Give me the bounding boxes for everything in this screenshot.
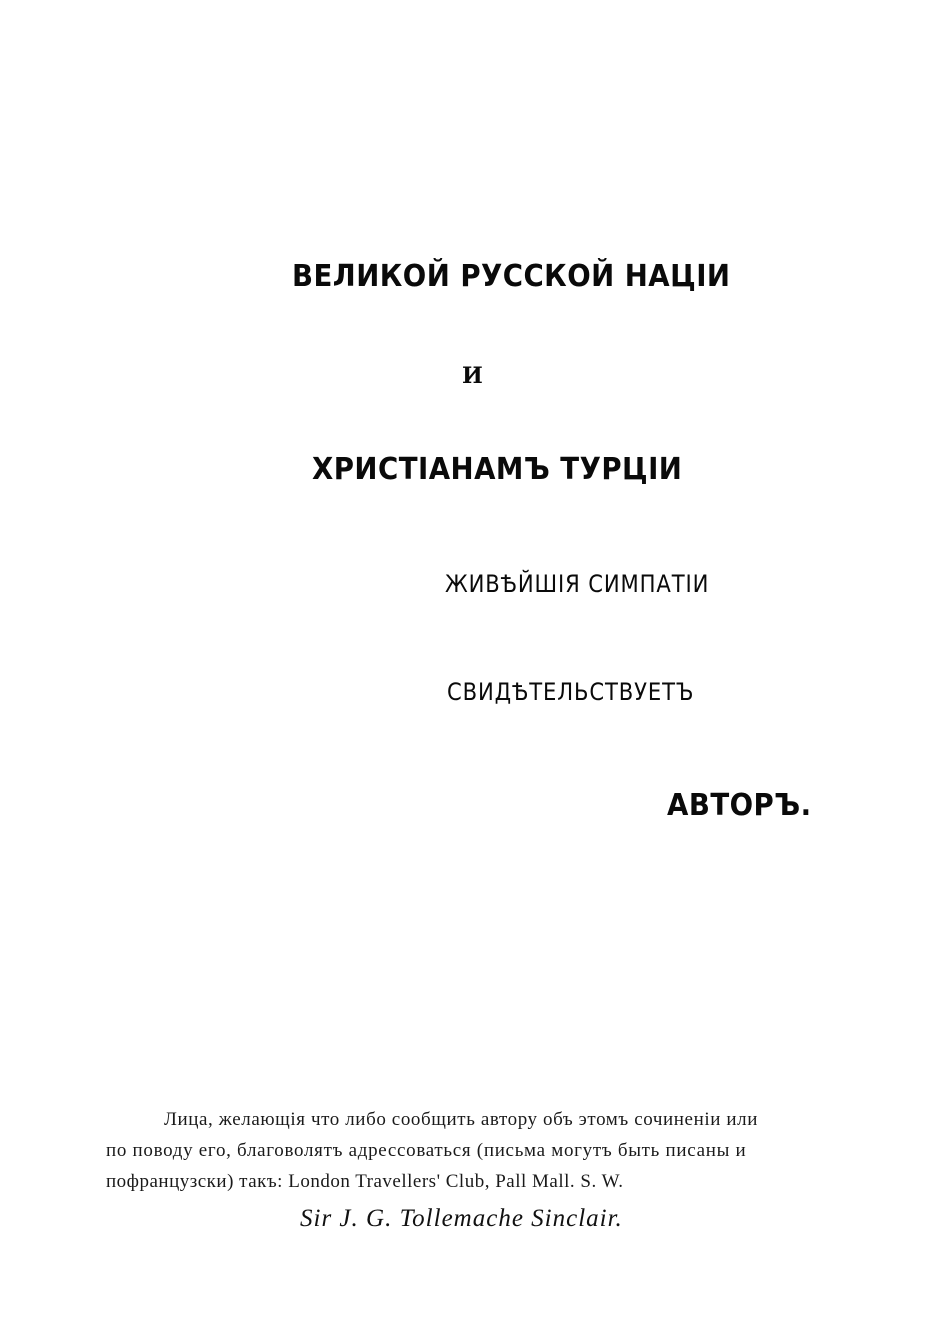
contact-note-line-1: Лица, желающія что либо сообщить автору объ этомъ сочиненіи или [164, 1109, 758, 1130]
dedication-author: АВТОРЪ. [667, 788, 812, 823]
dedication-line-nation: ВЕЛИКОЙ РУССКОЙ НАЦІИ [292, 259, 731, 294]
contact-note-line-3: пофранцузски) такъ: London Travellers' Club, Pall Mall. S. W. [106, 1171, 624, 1192]
dedication-line-christians: ХРИСТІАНАМЪ ТУРЦІИ [312, 452, 683, 487]
dedication-conjunction: И [462, 363, 483, 389]
contact-signature: Sir J. G. Tollemache Sinclair. [300, 1205, 623, 1232]
dedication-sympathy: ЖИВѢЙШІЯ СИМПАТІИ [445, 570, 710, 598]
contact-note-line-2: по поводу его, благоволятъ адрессоваться (письма могутъ быть писаны и [106, 1140, 747, 1161]
dedication-testifies: СВИДѢТЕЛЬСТВУЕТЪ [447, 678, 695, 706]
